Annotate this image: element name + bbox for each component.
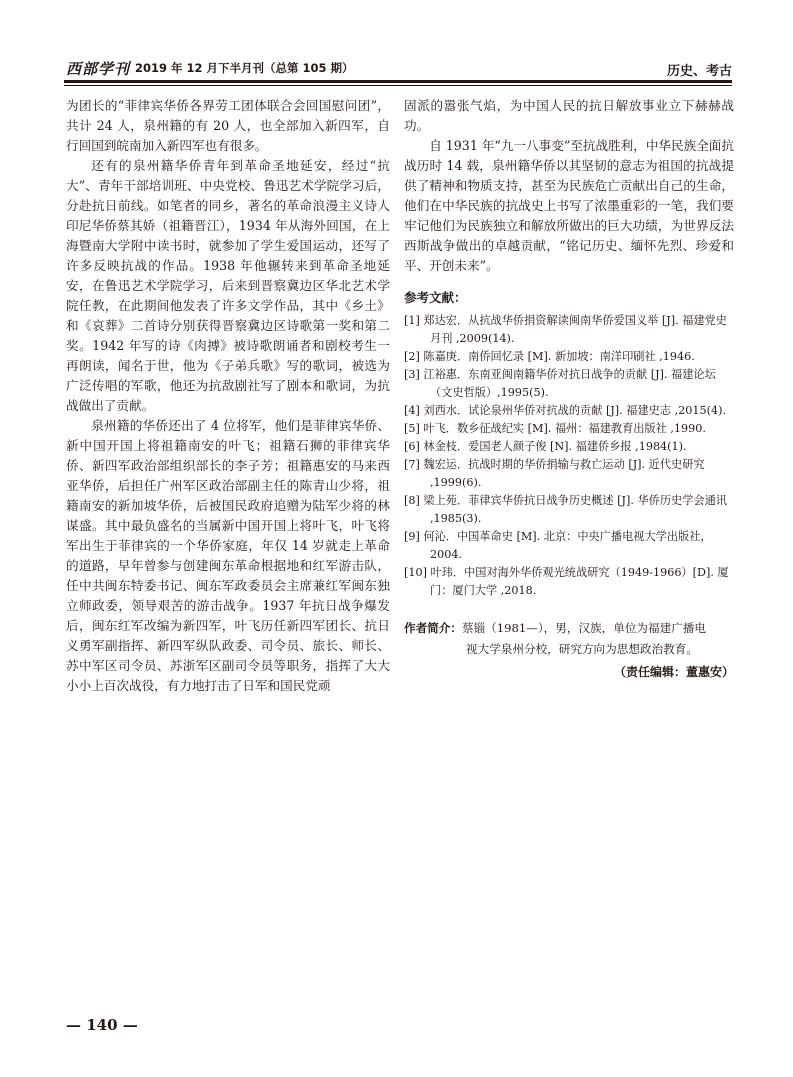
section-title: 历史、考古	[666, 64, 732, 79]
body-paragraph: 还有的泉州籍华侨青年到革命圣地延安，经过“抗大”、青年干部培训班、中央党校、鲁迅艺术学院学习后，分赴抗日前线。如笔者的同乡，著名的革命浪漫主义诗人印尼华侨蔡其娇（祖籍晋江），1934 年从海外回国，在上海暨南大学附中读书时，就参加了学生爱国运动，还写了许多反映抗战的作品。1938 年他辗转来到革命圣地延安，在鲁迅艺术学院学习，后来到晋察冀边区华北艺术学院任教，在此期间他发表了许多文学作品，其中《乡土》和《哀葬》二首诗分别获得晋察冀边区诗歌第一奖和第二奖。1942 年写的诗《肉搏》被诗歌朗诵者和剧校考生一再朗读，闻名于世，他为《子弟兵歌》写的歌词，被选为广泛传唱的军歌，他还为抗敌剧社写了剧本和歌词，为抗战做出了贡献。	[66, 158, 390, 413]
reference-item: [1] 郑达宏．从抗战华侨捐资解读闽南华侨爱国义举 [J]. 福建党史月刊 ,2009(14).	[404, 314, 727, 345]
reference-item: [2] 陈嘉庚．南侨回忆录 [M]. 新加坡：南洋印刷社 ,1946.	[404, 350, 695, 363]
reference-item: [4] 刘西水．试论泉州华侨对抗战的贡献 [J]. 福建史志 ,2015(4).	[404, 404, 727, 417]
reference-item: [8] 梁上苑．菲律宾华侨抗日战争历史概述 [J]. 华侨历史学会通讯 ,1985(3).	[404, 494, 727, 525]
page-header	[64, 56, 732, 78]
right-column	[404, 96, 734, 682]
responsible-editor: （责任编辑：董惠安）	[613, 665, 734, 679]
body-paragraph: 固派的嚣张气焰，为中国人民的抗日解放事业立下赫赫战功。	[404, 98, 734, 133]
reference-item: [6] 林金枝．爱国老人颜子俊 [N]. 福建侨乡报 ,1984(1).	[404, 440, 687, 453]
author-bio	[404, 618, 734, 660]
body-paragraph: 泉州籍的华侨还出了 4 位将军，他们是菲律宾华侨、新中国开国上将祖籍南安的叶飞；祖籍石狮的菲律宾华侨、新四军政治部组织部长的李子芳；祖籍惠安的马来西亚华侨，后担任广州军区政治部副主任的陈青山少将，祖籍南安的新加坡华侨，后被国民政府追赠为陆军少将的林谋盛。其中最负盛名的当属新中国开国上将叶飞，叶飞将军出生于菲律宾的一个华侨家庭，年仅 14 岁就走上革命的道路，早年曾参与创建闽东革命根据地和红军游击队，任中共闽东特委书记、闽东军政委员会主席兼红军闽东独立师政委，领导艰苦的游击战争。1937 年抗日战争爆发后，闽东红军改编为新四军，叶飞历任新四军团长、抗日义勇军副指挥、新四军纵队政委、司令员、旅长、师长、苏中军区司令员、苏浙军区副司令员等职务，指挥了大大小小上百次战役，有力地打击了日军和国民党顽	[66, 418, 390, 693]
issue-info: 2019 年 12 月下半月刊（总第 105 期）	[135, 61, 354, 75]
left-column	[66, 96, 390, 696]
references-list	[404, 312, 734, 600]
header-rule-thick	[64, 80, 732, 83]
body-paragraph: 为团长的“菲律宾华侨各界劳工团体联合会回国慰问团”，共计 24 人，泉州籍的有 20 人，也全部加入新四军，自行回国到皖南加入新四军也有很多。	[66, 98, 390, 153]
reference-item: [3] 江裕惠．东南亚闽南籍华侨对抗日战争的贡献 [J]. 福建论坛（文史哲版）,1995(5).	[404, 368, 716, 399]
page-number: — 140 —	[66, 1016, 138, 1034]
author-bio-line: 蔡锱（1981—），男，汉族，单位为福建广播电	[461, 621, 706, 635]
journal-title: 西部学刊	[66, 60, 131, 78]
reference-item: [10] 叶玮．中国对海外华侨观光统战研究（1949-1966）[D]. 厦门：厦门大学 ,2018.	[404, 566, 729, 597]
author-bio-label: 作者简介：	[404, 621, 462, 635]
reference-item: [7] 魏宏运．抗战时期的华侨捐输与救亡运动 [J]. 近代史研究 ,1999(6).	[404, 458, 705, 489]
body-paragraph: 自 1931 年“九一八事变”至抗战胜利，中华民族全面抗战历时 14 载，泉州籍华侨以其坚韧的意志为祖国的抗战提供了精神和物质支持，甚至为民族危亡贡献出自己的生命，他们在中华民族的抗战史上书写了浓墨重彩的一笔，我们要牢记他们为民族独立和解放所做出的巨大功绩，为世界反法西斯战争做出的卓越贡献，“铭记历史、缅怀先烈、珍爱和平、开创未来”。	[404, 138, 734, 273]
references-title: 参考文献：	[404, 290, 467, 305]
reference-item: [5] 叶飞．数乡征战纪实 [M]. 福州：福建教育出版社 ,1990.	[404, 422, 706, 435]
author-bio-line: 视大学泉州分校，研究方向为思想政治教育。	[466, 642, 698, 656]
reference-item: [9] 何沁．中国革命史 [M]. 北京：中央广播电视大学出版社，2004.	[404, 530, 712, 561]
header-rule-thin	[64, 85, 732, 86]
